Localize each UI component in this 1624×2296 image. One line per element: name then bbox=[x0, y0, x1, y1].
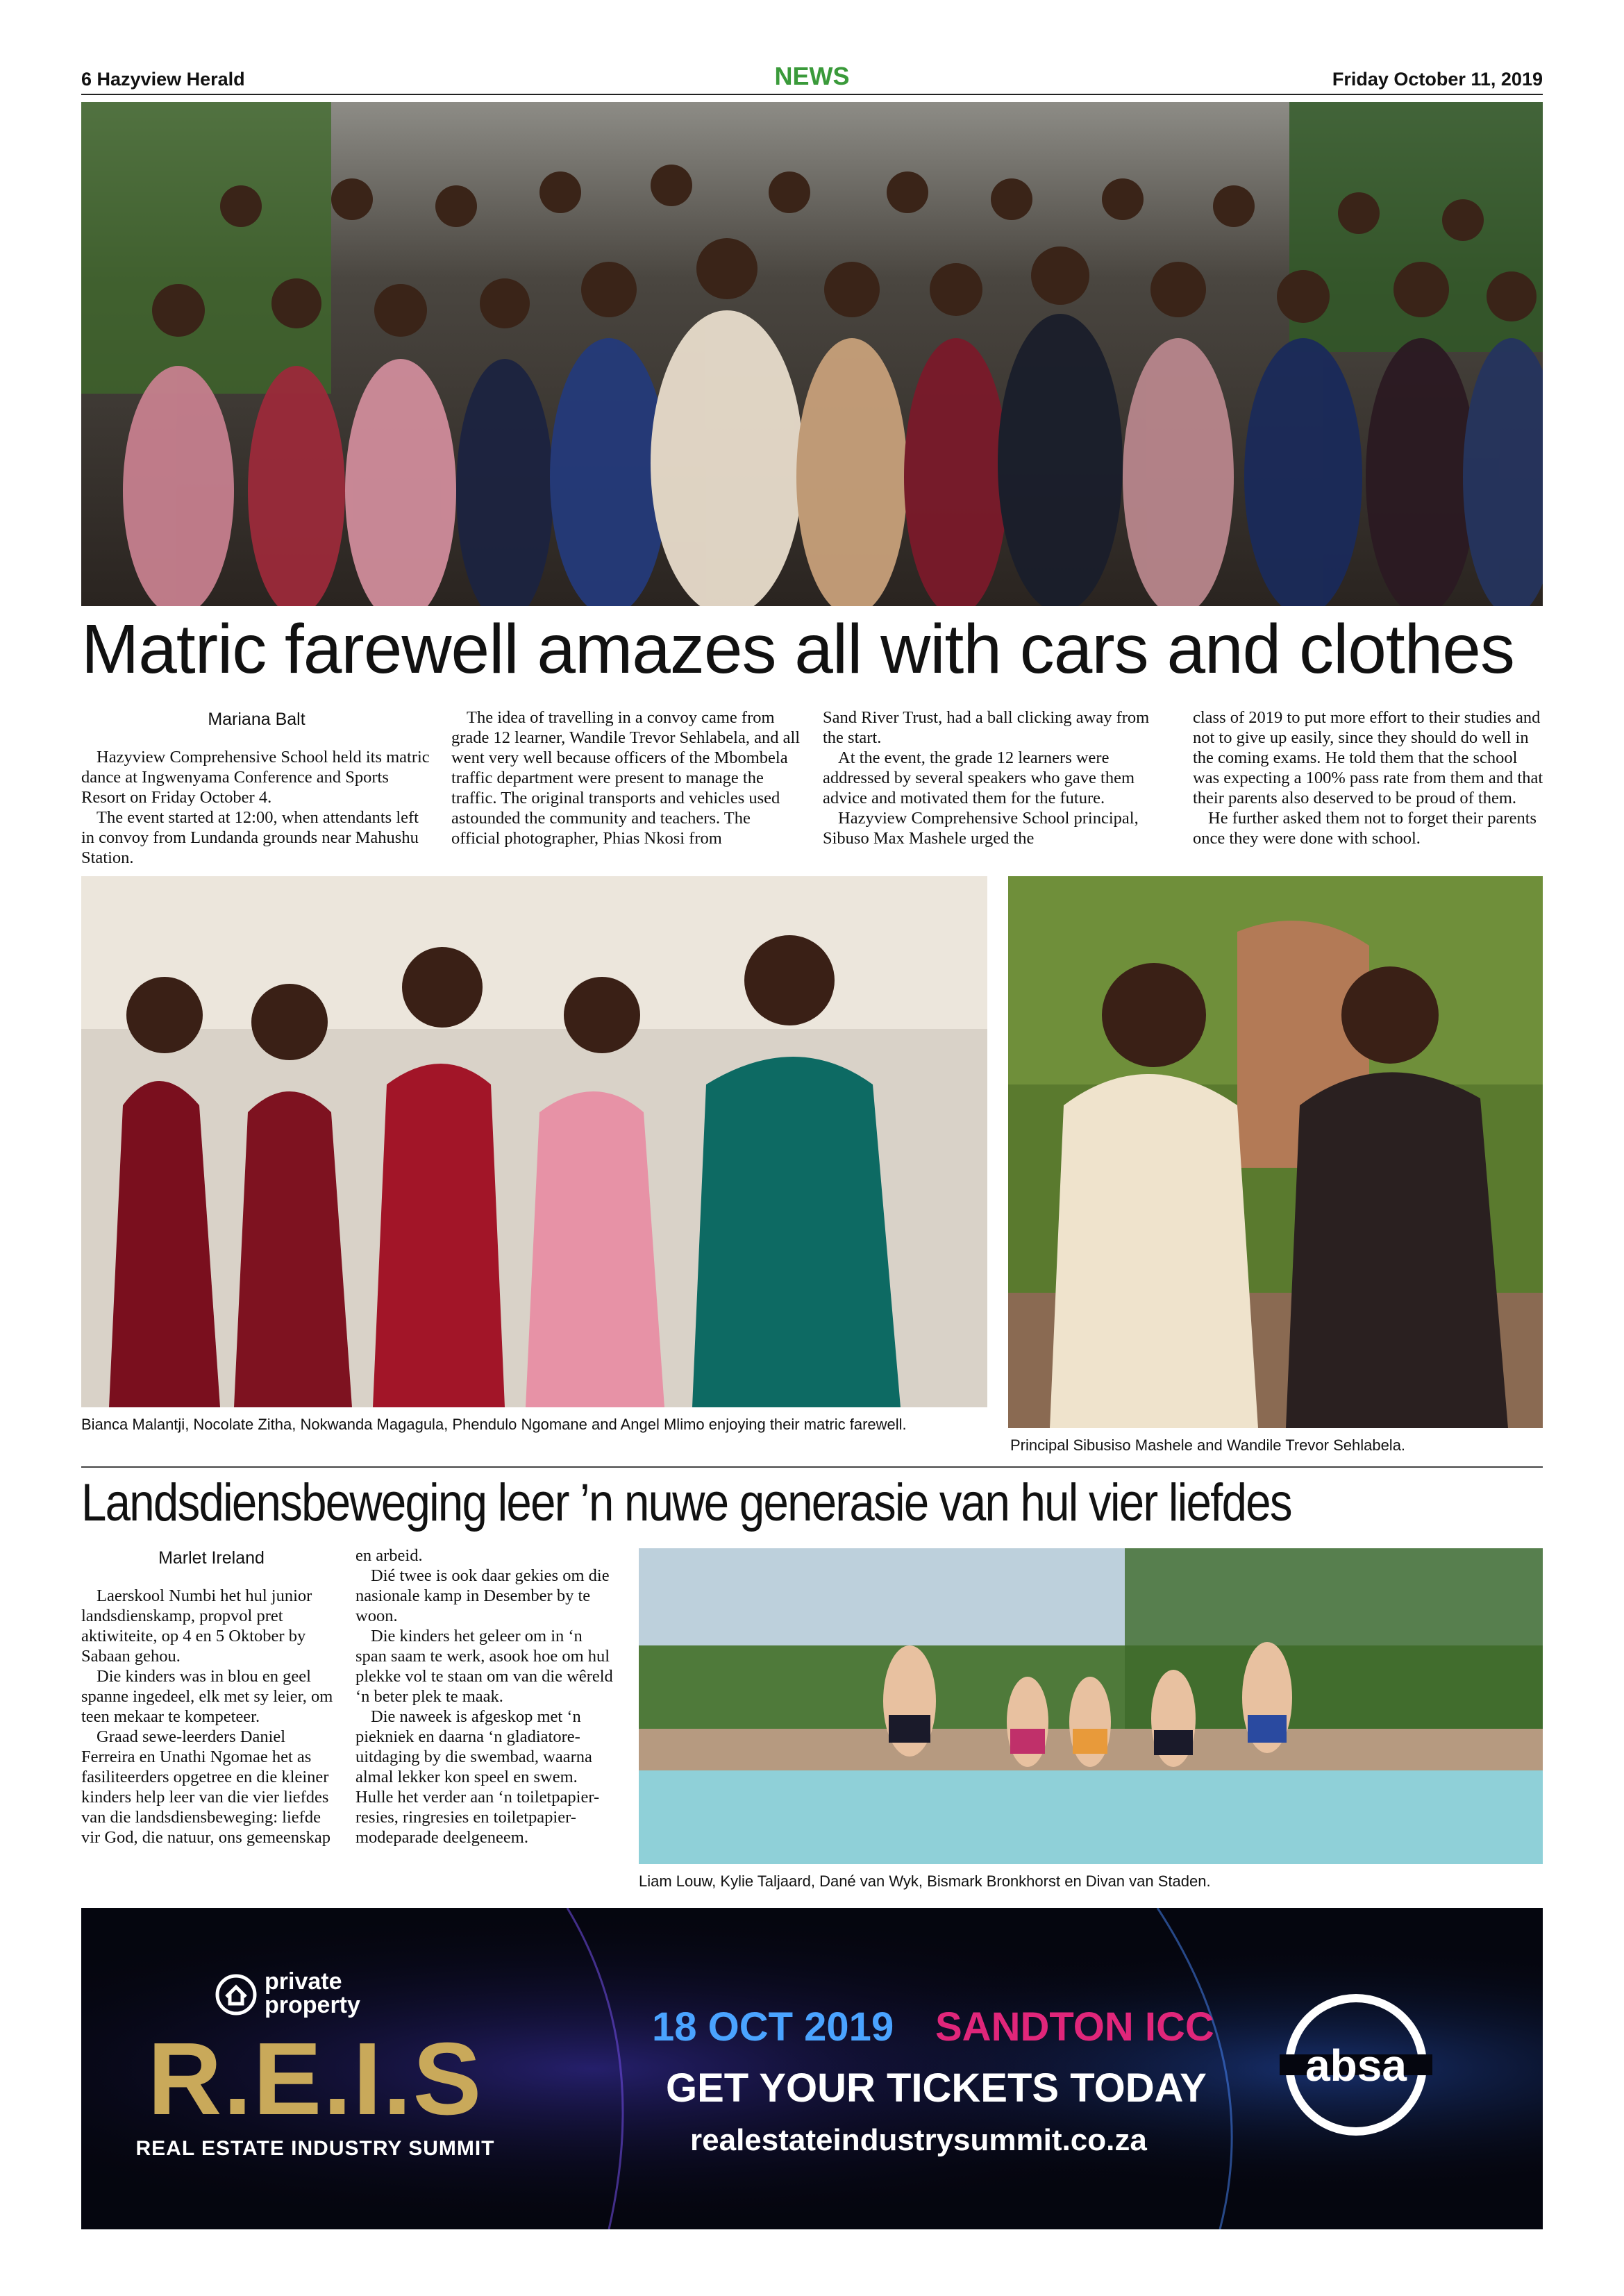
paragraph: en arbeid. bbox=[355, 1546, 423, 1565]
section-label: NEWS bbox=[774, 62, 850, 90]
reis-logo: R.E.I.S bbox=[147, 2022, 483, 2136]
photo-caption: Bianca Malantji, Nocolate Zitha, Nokwanda Magagula, Phendulo Ngomane and Angel Mlimo enjoying their matric farewell. bbox=[81, 1416, 907, 1433]
women-toast-photo bbox=[81, 876, 987, 1407]
paragraph: He further asked them not to forget their parents once they were done with school. bbox=[1193, 809, 1537, 848]
principal-illustration bbox=[1008, 876, 1543, 1428]
paragraph: Hazyview Comprehensive School principal, Sibuso Max Mashele urged the bbox=[823, 809, 1139, 848]
paragraph: Sand River Trust, had a ball clicking away from the start. bbox=[823, 708, 1150, 747]
pool-photo bbox=[639, 1548, 1543, 1864]
brand-line-1: private bbox=[265, 1968, 342, 1995]
paragraph: Dié twee is ook daar gekies om die nasionale kamp in Desember by te woon. bbox=[355, 1566, 610, 1625]
summit-name: REAL ESTATE INDUSTRY SUMMIT bbox=[135, 2137, 495, 2160]
section-divider bbox=[81, 1466, 1543, 1468]
article-column-1 bbox=[81, 747, 432, 868]
article-headline: Matric farewell amazes all with cars and clothes bbox=[81, 610, 1514, 688]
photo-caption: Principal Sibusiso Mashele and Wandile Trevor Sehlabela. bbox=[1010, 1436, 1406, 1454]
paragraph: At the event, the grade 12 learners were addressed by several speakers who gave them advice and motivated them for the future. bbox=[823, 748, 1135, 807]
article-byline: Marlet Ireland bbox=[158, 1548, 265, 1568]
absa-logo bbox=[1280, 1988, 1432, 2141]
paragraph: class of 2019 to put more effort to their studies and not to give up easily, since they should do well in the coming exams. He told them that the school was expecting a 100% pass rate from them and that their parents also deserved to be proud of them. bbox=[1193, 708, 1543, 807]
article-column-2 bbox=[451, 707, 802, 848]
page-number-and-title: 6 Hazyview Herald bbox=[81, 69, 245, 90]
principal-photo bbox=[1008, 876, 1543, 1428]
article-column-2 bbox=[355, 1545, 616, 1847]
group-photo bbox=[81, 102, 1543, 606]
event-date: 18 OCT 2019 bbox=[652, 2004, 894, 2050]
article-headline: Landsdiensbeweging leer ’n nuwe generasie van hul vier liefdes bbox=[81, 1473, 1291, 1532]
article-byline: Mariana Balt bbox=[208, 710, 305, 729]
event-venue: SANDTON ICC bbox=[935, 2004, 1214, 2050]
article-column-4 bbox=[1193, 707, 1543, 848]
paragraph: The idea of travelling in a convoy came from grade 12 learner, Wandile Trevor Sehlabela, and all went very well because officers of the Mbombela traffic department were present to manage the traffic. The original transports and vehicles used astounded the community and teachers. The official photographer, Phias Nkosi from bbox=[451, 708, 801, 848]
women-toast-illustration bbox=[81, 876, 987, 1407]
paragraph: The event started at 12:00, when attendants left in convoy from Lundanda grounds near Mahushu Station. bbox=[81, 808, 419, 867]
paragraph: Laerskool Numbi het hul junior landsdienskamp, propvol pret aktiwiteite, op 4 en 5 Oktober by Sabaan gehou. bbox=[81, 1586, 312, 1666]
absa-wordmark: absa bbox=[1305, 2041, 1407, 2090]
paragraph: Die kinders was in blou en geel spanne ingedeel, elk met sy leier, om teen mekaar te kompeteer. bbox=[81, 1667, 333, 1726]
house-icon bbox=[215, 1973, 258, 2016]
article-column-3 bbox=[823, 707, 1173, 848]
article-column-1 bbox=[81, 1586, 342, 1847]
paragraph: Die naweek is afgeskop met ‘n piekniek en daarna ‘n gladiatore-uitdaging by die swembad, waarna almal lekker kon speel en swem. Hulle het verder aan ‘n toiletpapier-resies, ringresies en toiletpapier-modeparade deelgeneem. bbox=[355, 1707, 600, 1847]
brand-line-2: property bbox=[265, 1992, 360, 2018]
paragraph: Die kinders het geleer om in ‘n span saam te werk, asook hoe om hul plekke vol te staan om van die wêreld ‘n beter plek te maak. bbox=[355, 1627, 613, 1706]
group-photo-illustration bbox=[81, 102, 1543, 606]
paragraph: Graad sewe-leerders Daniel Ferreira en Unathi Ngomae het as fasiliteerders opgetree en die kleiner kinders help leer van die vier liefdes van die landsdiensbeweging: liefde vir God, die natuur, ons gemeenskap bbox=[81, 1727, 330, 1847]
issue-date: Friday October 11, 2019 bbox=[1332, 69, 1543, 90]
get-tickets-cta[interactable]: GET YOUR TICKETS TODAY bbox=[666, 2065, 1207, 2111]
summit-website-link[interactable]: realestateindustrysummit.co.za bbox=[690, 2123, 1147, 2157]
private-property-logo bbox=[215, 1969, 388, 2025]
photo-caption: Liam Louw, Kylie Taljaard, Dané van Wyk, Bismark Bronkhorst en Divan van Staden. bbox=[639, 1872, 1211, 1890]
masthead-rule bbox=[81, 94, 1543, 95]
paragraph: Hazyview Comprehensive School held its matric dance at Ingwenyama Conference and Sports Resort on Friday October 4. bbox=[81, 748, 430, 807]
reis-advert[interactable] bbox=[81, 1908, 1543, 2229]
pool-illustration bbox=[639, 1548, 1543, 1864]
